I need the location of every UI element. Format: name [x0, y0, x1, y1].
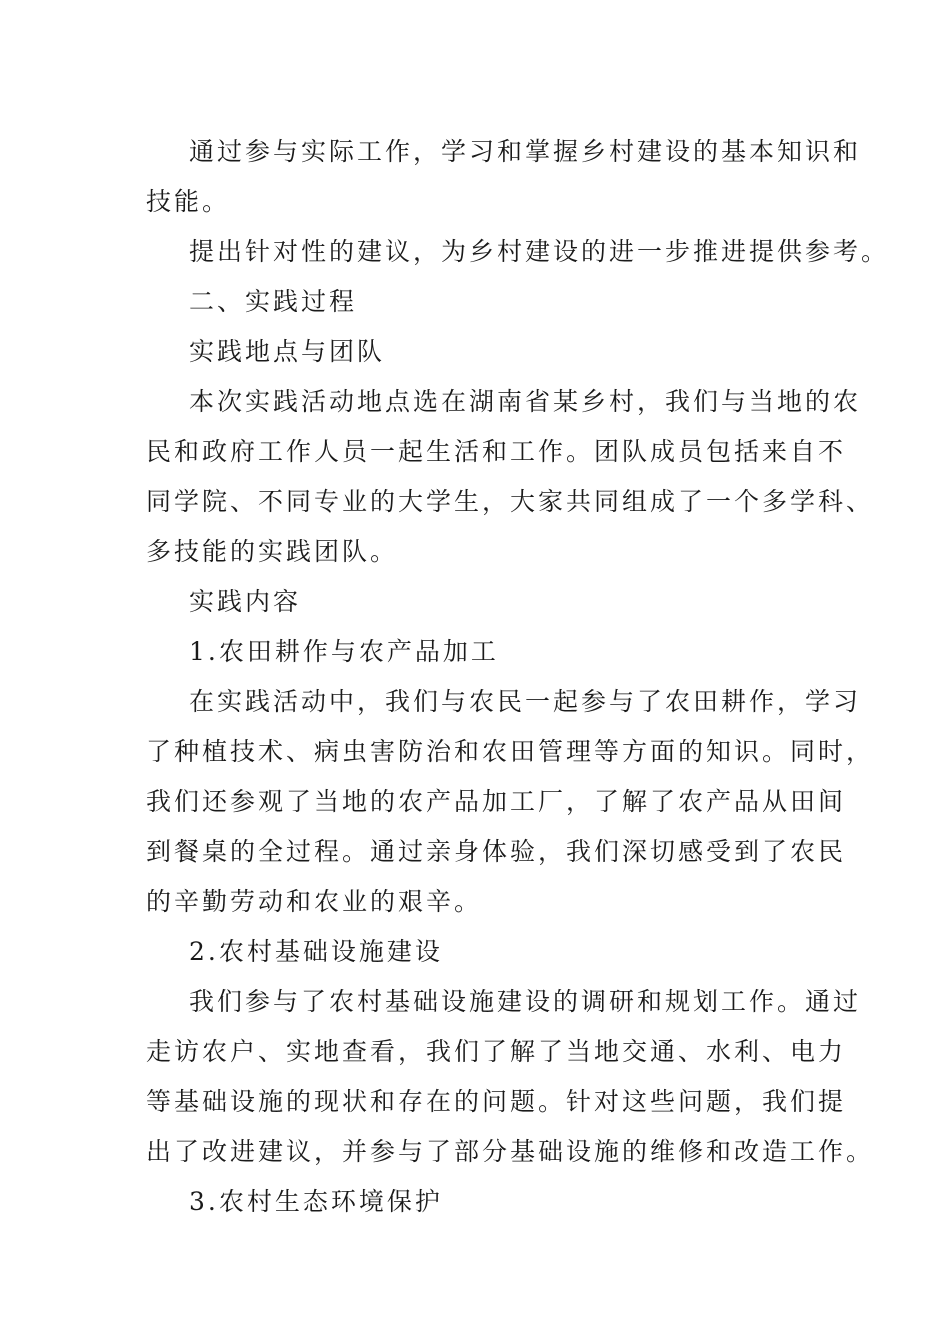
paragraph-line: 到餐桌的全过程。通过亲身体验，我们深切感受到了农民 — [146, 837, 847, 866]
paragraph-line: 我们参与了农村基础设施建设的调研和规划工作。通过 — [189, 987, 862, 1016]
paragraph-line: 技能。 — [146, 187, 231, 216]
paragraph-line: 多技能的实践团队。 — [146, 537, 399, 566]
paragraph-line: 民和政府工作人员一起生活和工作。团队成员包括来自不 — [146, 437, 847, 466]
section-heading: 二、实践过程 — [189, 287, 358, 316]
paragraph-line: 走访农户、实地查看，我们了解了当地交通、水利、电力 — [146, 1037, 847, 1066]
paragraph-line: 的辛勤劳动和农业的艰辛。 — [146, 887, 483, 916]
list-item-heading: 3.农村生态环境保护 — [189, 1187, 443, 1216]
paragraph-line: 在实践活动中，我们与农民一起参与了农田耕作，学习 — [189, 687, 862, 716]
paragraph-line: 同学院、不同专业的大学生，大家共同组成了一个多学科、 — [146, 487, 875, 516]
paragraph-line: 通过参与实际工作，学习和掌握乡村建设的基本知识和 — [189, 137, 862, 166]
paragraph-line: 本次实践活动地点选在湖南省某乡村，我们与当地的农 — [189, 387, 862, 416]
list-item-heading: 2.农村基础设施建设 — [189, 937, 443, 966]
paragraph-line: 提出针对性的建议，为乡村建设的进一步推进提供参考。 — [189, 237, 890, 266]
paragraph-line: 等基础设施的现状和存在的问题。针对这些问题，我们提 — [146, 1087, 847, 1116]
paragraph-line: 出了改进建议，并参与了部分基础设施的维修和改造工作。 — [146, 1137, 875, 1166]
list-item-heading: 1.农田耕作与农产品加工 — [189, 637, 499, 666]
paragraph-line: 我们还参观了当地的农产品加工厂，了解了农产品从田间 — [146, 787, 847, 816]
subsection-heading: 实践地点与团队 — [189, 337, 386, 366]
subsection-heading: 实践内容 — [189, 587, 302, 616]
paragraph-line: 了种植技术、病虫害防治和农田管理等方面的知识。同时， — [146, 737, 875, 766]
